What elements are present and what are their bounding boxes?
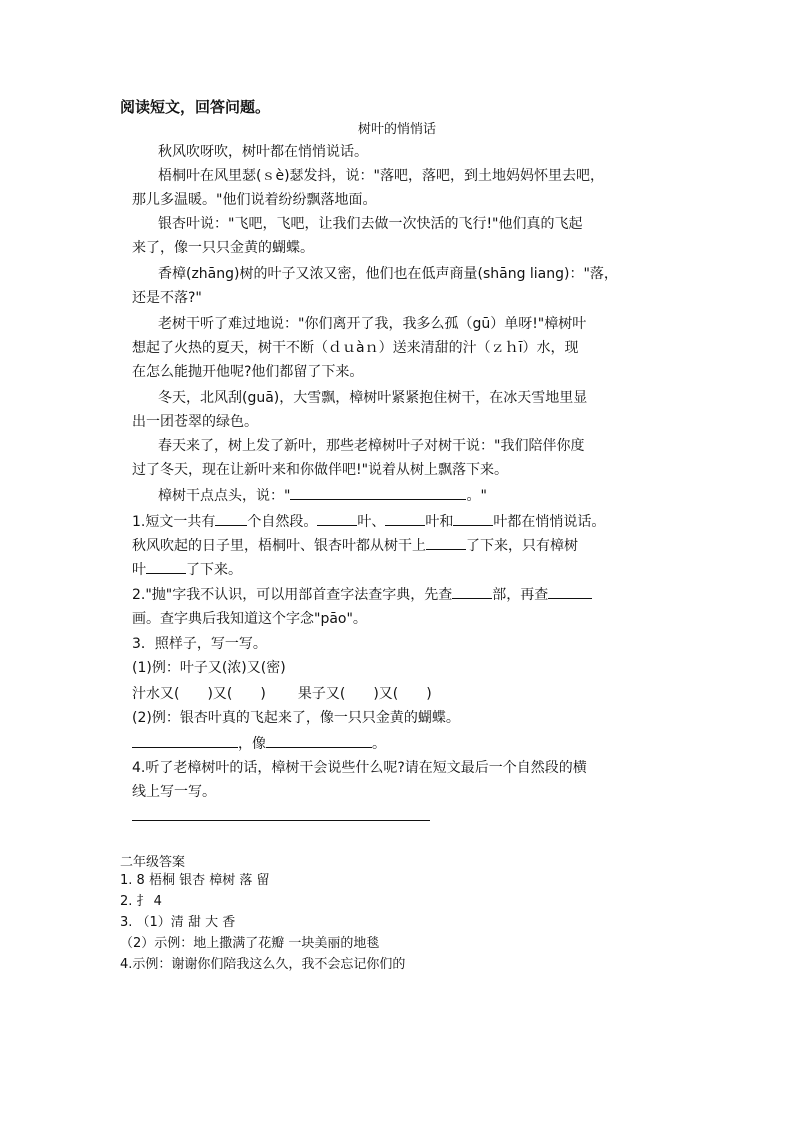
story-paragraph-2	[132, 164, 672, 212]
answer-blank[interactable]	[317, 511, 357, 526]
answer-1: 1. 8 梧桐 银杏 樟树 落 留	[120, 873, 270, 888]
story-paragraph-6	[132, 386, 672, 434]
story-paragraph-8	[158, 484, 698, 508]
story-paragraph-7	[132, 434, 672, 482]
answer-blank[interactable]	[452, 584, 492, 599]
story-text: 。"	[466, 488, 487, 504]
story-line: 那儿多温暖。"他们说着纷纷飘落地面。	[132, 192, 377, 208]
story-paragraph-3	[132, 212, 672, 260]
story-paragraph-4	[132, 262, 672, 310]
question-text: 2."抛"字我不认识，可以用部首查字法查字典，先查	[132, 587, 453, 603]
story-line: 来了，像一只只金黄的蝴蝶。	[132, 240, 314, 256]
story-line: 还是不落?"	[132, 290, 202, 306]
question-3-example-2: (2)例：银杏叶真的飞起来了，像一只只金黄的蝴蝶。	[132, 710, 460, 726]
question-text: 叶	[132, 562, 146, 578]
question-3-exercise-1	[132, 682, 672, 706]
answer-line[interactable]	[132, 820, 430, 821]
answer-blank[interactable]	[215, 511, 247, 526]
question-text: 个自然段。	[247, 514, 318, 530]
story-line: 冬天，北风刮(guā)，大雪飘，樟树叶紧紧抱住树干，在冰天雪地里显	[158, 390, 588, 406]
story-line: 春天来了，树上发了新叶，那些老樟树叶子对树干说："我们陪伴你度	[158, 438, 585, 454]
question-text: 1.短文一共有	[132, 514, 216, 530]
answer-2: 2. 扌 4	[120, 894, 162, 909]
question-text: 汁水又( )又( )	[132, 686, 266, 702]
answer-blank[interactable]	[132, 733, 238, 748]
answer-3-1: 3. （1）清 甜 大 香	[120, 915, 236, 930]
story-line: 梧桐叶在风里瑟(ｓè)瑟发抖，说："落吧，落吧，到土地妈妈怀里去吧，	[158, 168, 604, 184]
story-line: 在怎么能抛开他呢?他们都留了下来。	[132, 364, 364, 380]
story-line: 银杏叶说："飞吧，飞吧，让我们去做一次快活的飞行!"他们真的飞起	[158, 216, 583, 232]
answer-blank[interactable]	[426, 535, 466, 550]
story-paragraph-1: 秋风吹呀吹，树叶都在悄悄说话。	[158, 144, 368, 160]
story-line: 想起了火热的夏天，树干不断（ｄｕàｎ）送来清甜的汁（ｚｈī）水，现	[132, 340, 579, 356]
answer-blank[interactable]	[266, 733, 372, 748]
answer-key-title: 二年级答案	[120, 855, 186, 870]
question-4-line-1: 4.听了老樟树叶的话，樟树干会说些什么呢?请在短文最后一个自然段的横	[132, 760, 587, 776]
answer-blank[interactable]	[548, 584, 592, 599]
question-text: 叶和	[425, 514, 454, 530]
story-line: 出一团苍翠的绿色。	[132, 414, 258, 430]
story-line: 过了冬天，现在让新叶来和你做伴吧!"说着从树上飘落下来。	[132, 462, 509, 478]
question-text: ，像	[238, 736, 266, 752]
question-3-example-1: (1)例：叶子又(浓)又(密)	[132, 660, 286, 676]
question-1-line-3	[132, 558, 672, 582]
story-title: 树叶的悄悄话	[357, 122, 436, 137]
section-heading: 阅读短文，回答问题。	[120, 98, 271, 116]
answer-blank[interactable]	[146, 559, 186, 574]
question-2-line-2: 画。查字典后我知道这个字念"pāo"。	[132, 611, 367, 627]
story-paragraph-5	[132, 312, 672, 384]
question-text: 。	[372, 736, 386, 752]
story-text: 樟树干点点头，说："	[158, 488, 291, 504]
question-4-line-2: 线上写一写。	[132, 784, 216, 800]
question-text: 部，再查	[492, 587, 549, 603]
answer-blank[interactable]	[385, 511, 425, 526]
question-1-line-2	[132, 534, 672, 558]
answer-blank[interactable]	[290, 485, 466, 500]
answer-3-2: （2）示例：地上撒满了花瓣 一块美丽的地毯	[120, 936, 380, 951]
question-2-line-1	[132, 583, 672, 607]
question-text: 果子又( )又( )	[297, 686, 432, 702]
question-1-line-1	[132, 510, 672, 534]
story-line: 香樟(zhāng)树的叶子又浓又密，他们也在低声商量(shāng liang)："落，	[158, 266, 618, 282]
answer-blank[interactable]	[453, 511, 493, 526]
question-text: 了下来，只有樟树	[466, 538, 578, 554]
question-text: 了下来。	[186, 562, 242, 578]
question-text: 秋风吹起的日子里，梧桐叶、银杏叶都从树干上	[132, 538, 426, 554]
question-3: 3．照样子，写一写。	[132, 636, 267, 652]
question-text: 叶、	[357, 514, 386, 530]
question-text: 叶都在悄悄说话。	[493, 514, 606, 530]
question-3-exercise-2	[132, 732, 672, 756]
answer-4: 4.示例：谢谢你们陪我这么久，我不会忘记你们的	[120, 957, 406, 972]
story-line: 老树干听了难过地说："你们离开了我，我多么孤（gū）单呀!"樟树叶	[158, 316, 587, 332]
